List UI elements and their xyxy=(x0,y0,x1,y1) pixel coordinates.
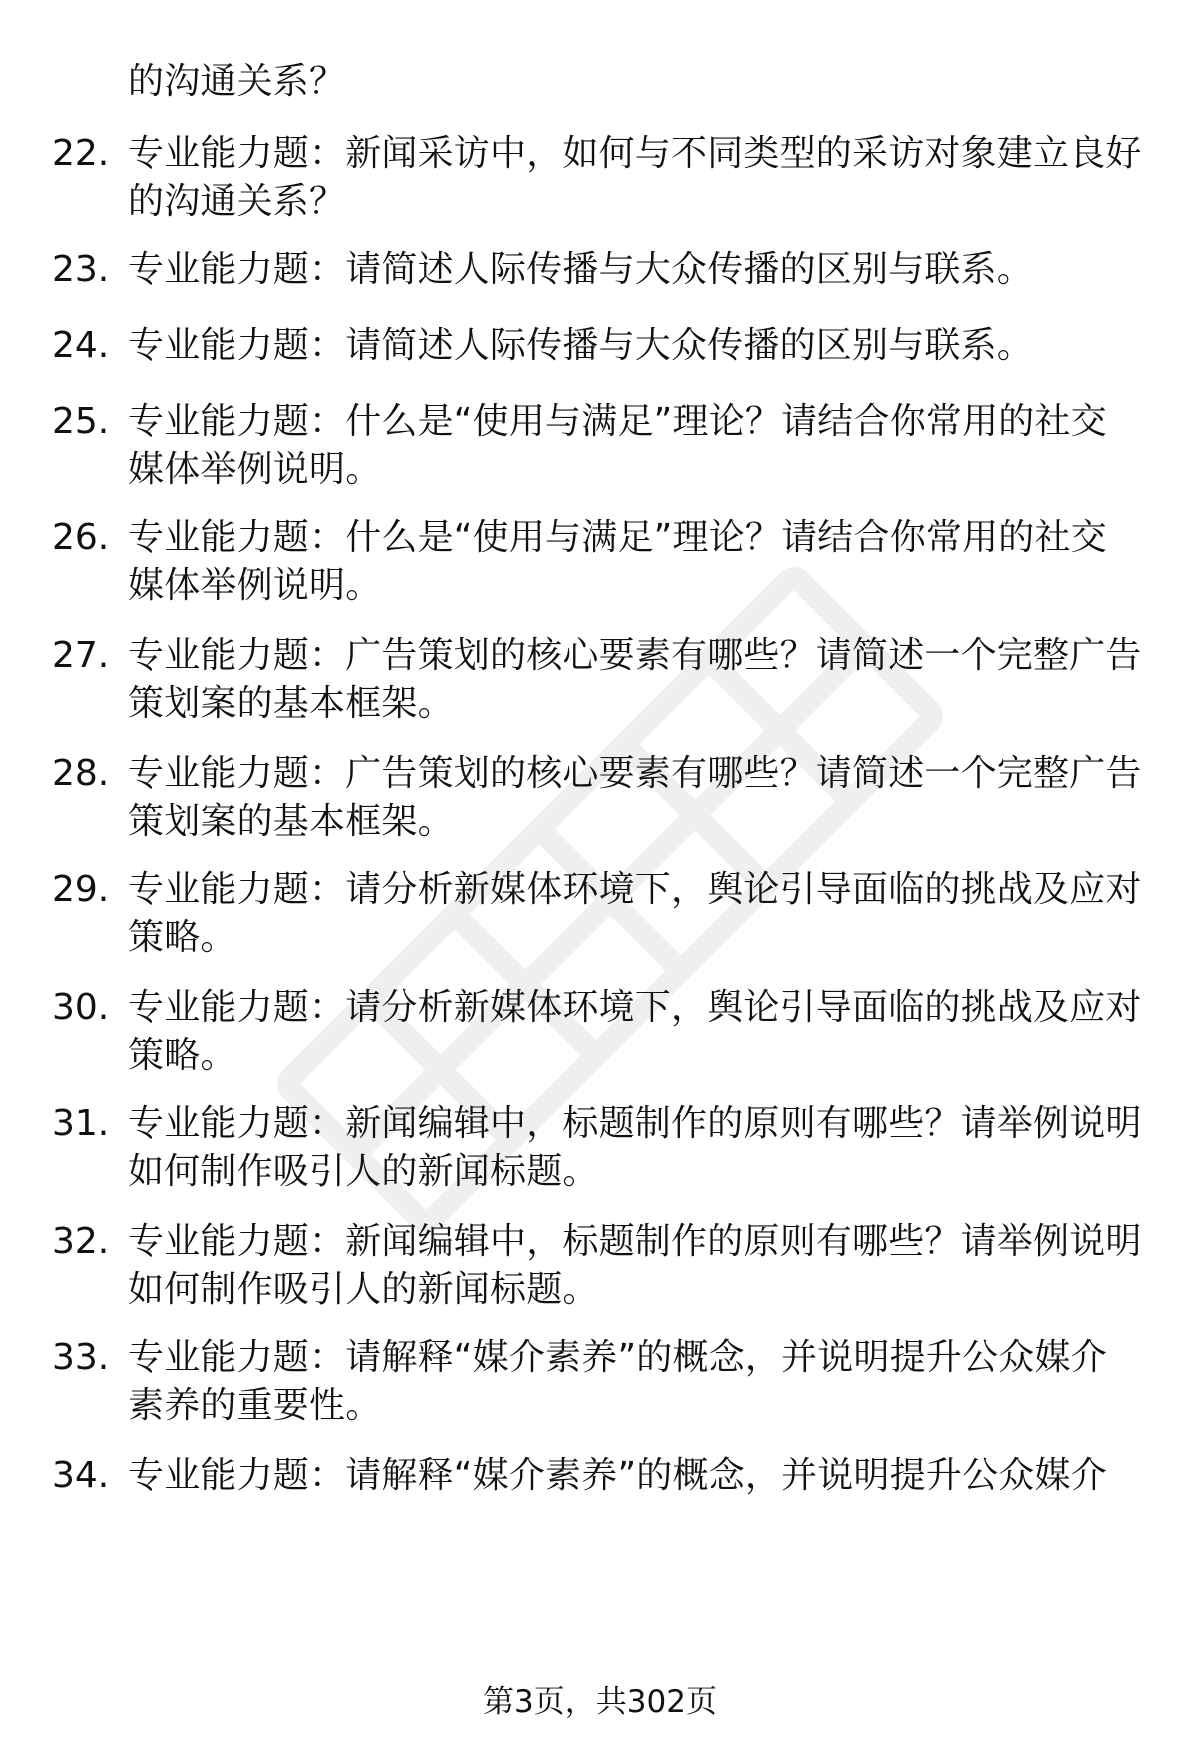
question-text-line: 专业能力题：广告策划的核心要素有哪些？请简述一个完整广告 xyxy=(128,753,1142,794)
question-text xyxy=(128,866,1142,962)
question-number: 34. xyxy=(52,1455,110,1496)
question-text-line: 专业能力题：新闻编辑中，标题制作的原则有哪些？请举例说明 xyxy=(128,1221,1142,1262)
question-text-line: 专业能力题：请解释“媒介素养”的概念，并说明提升公众媒介 xyxy=(128,1455,1107,1496)
question-text xyxy=(128,1334,1138,1430)
question-text-line: 策划案的基本框架。 xyxy=(128,801,454,842)
question-text-line: 策划案的基本框架。 xyxy=(128,683,454,724)
question-number: 27. xyxy=(52,635,110,676)
question-text xyxy=(128,58,1138,106)
question-text xyxy=(128,632,1142,728)
question-text xyxy=(128,984,1142,1080)
page-footer: 第3页，共302页 xyxy=(483,1684,717,1720)
question-text xyxy=(128,130,1142,226)
question-text-line: 专业能力题：什么是“使用与满足”理论？请结合你常用的社交 xyxy=(128,401,1107,442)
question-text-line: 的沟通关系？ xyxy=(128,181,346,222)
question-text-line: 专业能力题：请解释“媒介素养”的概念，并说明提升公众媒介 xyxy=(128,1337,1107,1378)
question-number: 25. xyxy=(52,401,110,442)
question-text-line: 策略。 xyxy=(128,1035,237,1076)
question-number: 28. xyxy=(52,753,110,794)
question-text-line: 专业能力题：请简述人际传播与大众传播的区别与联系。 xyxy=(128,325,1034,366)
question-number: 32. xyxy=(52,1221,110,1262)
question-text xyxy=(128,1218,1142,1314)
question-text xyxy=(128,1100,1142,1196)
question-number: 22. xyxy=(52,133,110,174)
question-text-line: 专业能力题：新闻编辑中，标题制作的原则有哪些？请举例说明 xyxy=(128,1103,1142,1144)
question-text-line: 专业能力题：请分析新媒体环境下，舆论引导面临的挑战及应对 xyxy=(128,869,1142,910)
question-text-line: 专业能力题：什么是“使用与满足”理论？请结合你常用的社交 xyxy=(128,517,1107,558)
question-text-line: 媒体举例说明。 xyxy=(128,565,382,606)
question-text-line: 素养的重要性。 xyxy=(128,1385,382,1426)
question-text xyxy=(128,322,1138,370)
question-number: 33. xyxy=(52,1337,110,1378)
question-number: 31. xyxy=(52,1103,110,1144)
question-text-line: 专业能力题：新闻采访中，如何与不同类型的采访对象建立良好 xyxy=(128,133,1142,174)
question-text-line: 专业能力题：请分析新媒体环境下，舆论引导面临的挑战及应对 xyxy=(128,987,1142,1028)
question-text xyxy=(128,246,1138,294)
question-text-line: 的沟通关系？ xyxy=(128,61,346,102)
question-text-line: 策略。 xyxy=(128,917,237,958)
question-number: 30. xyxy=(52,987,110,1028)
question-number: 26. xyxy=(52,517,110,558)
question-text-line: 专业能力题：广告策划的核心要素有哪些？请简述一个完整广告 xyxy=(128,635,1142,676)
question-number: 23. xyxy=(52,249,110,290)
question-text-line: 专业能力题：请简述人际传播与大众传播的区别与联系。 xyxy=(128,249,1034,290)
question-number: 24. xyxy=(52,325,110,366)
question-text-line: 如何制作吸引人的新闻标题。 xyxy=(128,1151,599,1192)
question-number: 29. xyxy=(52,869,110,910)
question-text-line: 如何制作吸引人的新闻标题。 xyxy=(128,1269,599,1310)
question-text xyxy=(128,514,1138,610)
question-text xyxy=(128,750,1142,846)
question-text xyxy=(128,1452,1138,1500)
question-text xyxy=(128,398,1138,494)
question-text-line: 媒体举例说明。 xyxy=(128,449,382,490)
